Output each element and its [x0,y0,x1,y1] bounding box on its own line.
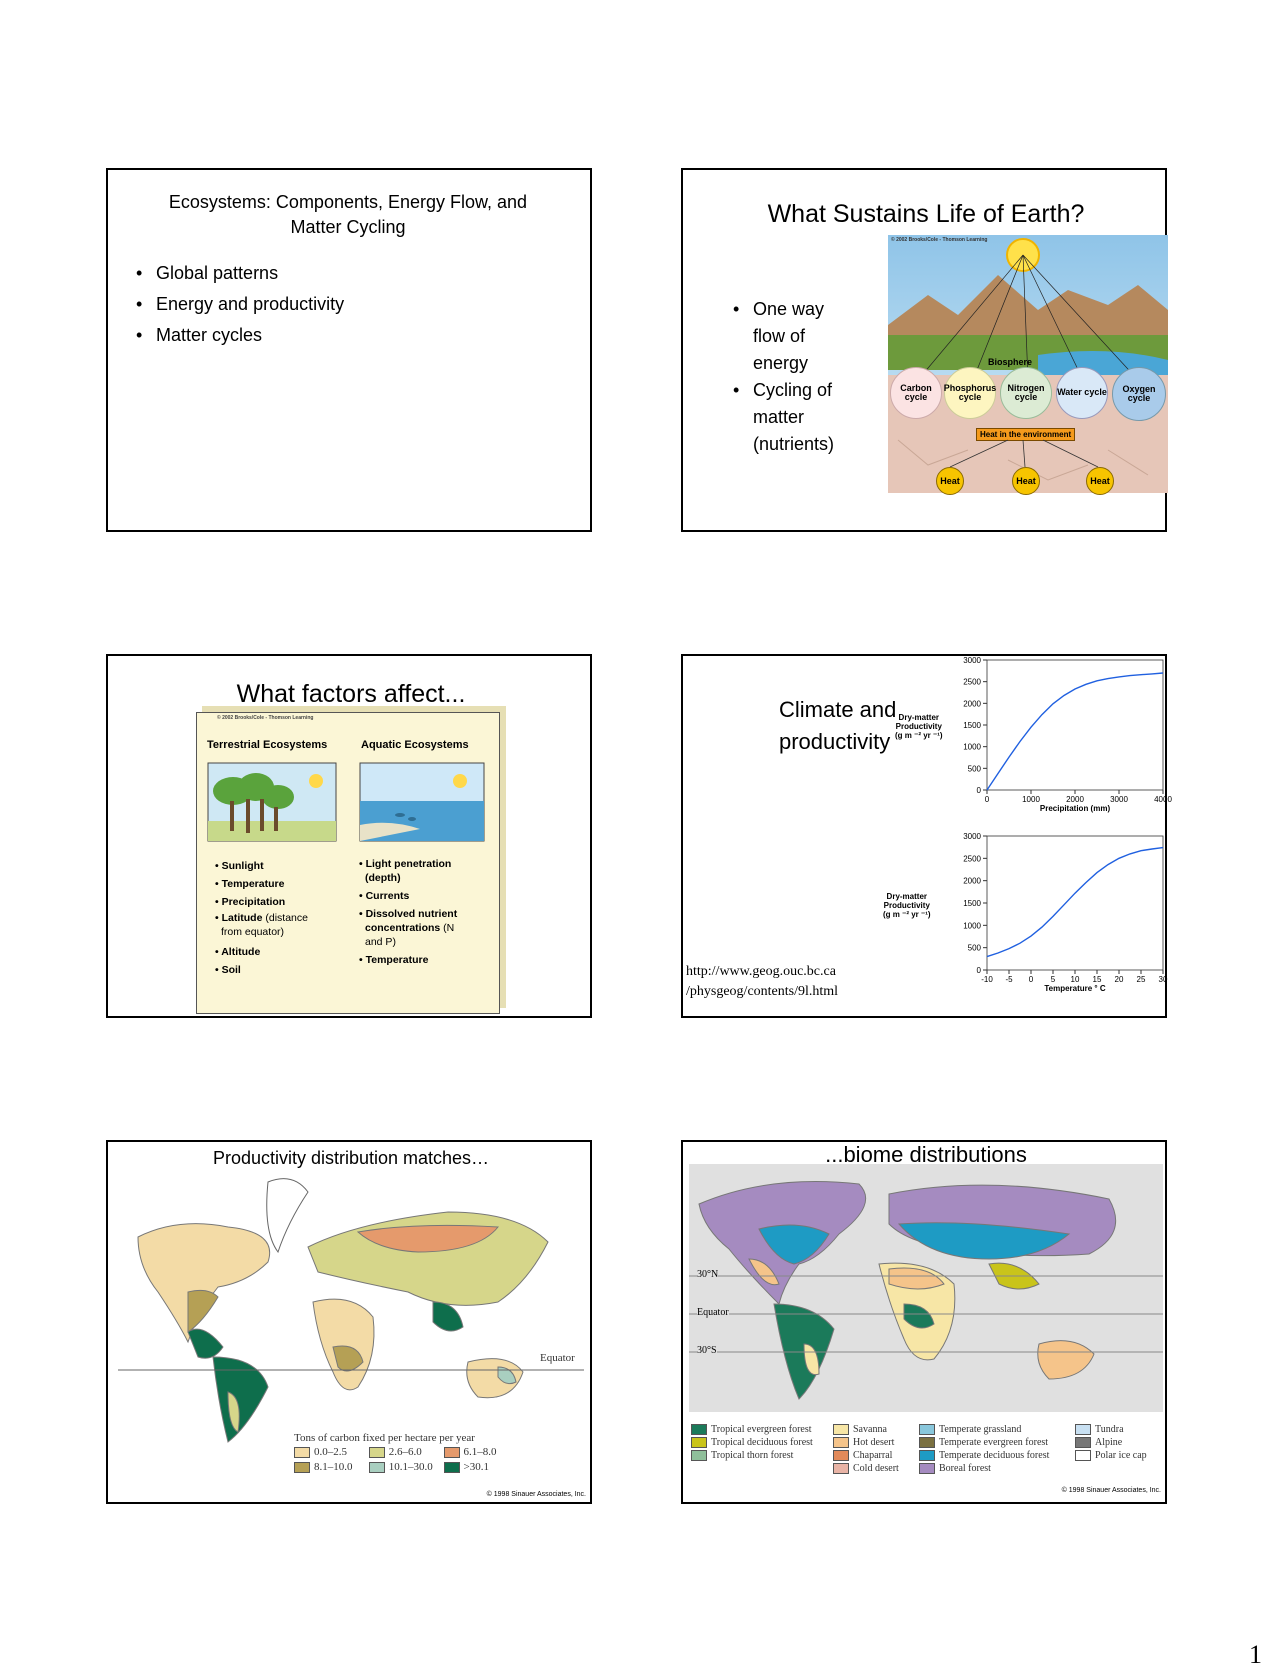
x-tick-label: 25 [1136,975,1146,984]
nitrogen-cycle: Nitrogen cycle [1000,367,1052,419]
plot-frame [987,660,1163,790]
copyright-note: © 2002 Brooks/Cole - Thomson Learning [217,715,314,721]
legend-swatch [833,1437,849,1448]
map-legend [294,1446,516,1476]
legend-swatch [444,1462,460,1473]
x-tick-label: 0 [1028,975,1034,984]
slide-what-sustains-life [681,168,1167,532]
biome-world-map [689,1164,1163,1412]
legend-swatch [294,1447,310,1458]
legend-label: >30.1 [463,1461,489,1473]
x-tick-label: 4000 [1154,795,1172,804]
factor-item: • Dissolved nutrient [359,908,458,920]
bullet-item: • Global patterns [136,258,344,289]
title-line: Climate and [779,697,897,722]
legend-swatch [691,1437,707,1448]
aquatic-illustration [360,763,484,841]
legend-label: 8.1–10.0 [314,1461,353,1473]
axis-label: Dry-matter [886,892,928,901]
ylabel-top [895,713,943,740]
legend-label: Temperate evergreen forest [939,1437,1049,1448]
factor-note: from equator) [221,926,285,938]
legend-label: 6.1–8.0 [463,1446,497,1458]
y-tick-label: 0 [976,786,981,795]
precipitation-chart [953,656,1172,826]
legend-item [294,1446,366,1458]
biome-legend-col4 [1075,1424,1147,1463]
slide-ecosystems-overview [106,168,592,532]
x-tick-label: 0 [984,795,990,804]
factor-name: concentrations [365,922,441,934]
legend-swatch [444,1447,460,1458]
water-cycle: Water cycle [1056,367,1108,419]
axis-label: (g m ⁻² yr ⁻¹) [895,731,943,740]
bullet-item: • Energy and productivity [136,289,344,320]
legend-swatch [1075,1424,1091,1435]
legend-swatch [294,1462,310,1473]
slide-biome-map [681,1140,1167,1504]
series-line [987,848,1163,957]
axis-label: Dry-matter [898,713,940,722]
legend-label: Tundra [1095,1424,1124,1435]
axis-label: (g m ⁻² yr ⁻¹) [883,910,931,919]
bullet-item: • Cycling of matter (nutrients) [733,377,851,458]
slide-title: What factors affect... [236,680,466,708]
legend-label: Temperate deciduous forest [939,1450,1050,1461]
legend-swatch [833,1424,849,1435]
legend-item [919,1437,1049,1450]
y-tick-label: 500 [967,764,981,774]
legend-item [833,1437,899,1450]
legend-label: Temperate grassland [939,1424,1022,1435]
credit: © 1998 Sinauer Associates, Inc. [486,1491,586,1498]
legend-item [919,1463,1049,1476]
heat-in-environment: Heat in the environment [976,428,1075,441]
legend-swatch [919,1437,935,1448]
lat-30s-label: 30°S [697,1345,717,1356]
factor-item [215,911,308,939]
y-tick-label: 1000 [963,742,981,752]
heat-badge: Heat [936,467,964,495]
legend-item [1075,1437,1147,1450]
x-tick-label: -10 [981,975,993,984]
factor-item: • Temperature [215,878,285,890]
heat-arrows [888,235,1168,495]
legend-label: 10.1–30.0 [388,1461,433,1473]
bullet-item: • One way flow of energy [733,296,851,377]
y-tick-label: 3000 [963,656,981,665]
factors-panel [196,712,500,1014]
legend-label: 0.0–2.5 [314,1446,347,1458]
factor-item: • Temperature [359,954,429,966]
legend-item [833,1424,899,1437]
phosphorus-cycle: Phosphorus cycle [944,367,996,419]
carbon-cycle: Carbon cycle [890,367,942,419]
slide-title: Productivity distribution matches… [212,1148,490,1168]
ecosystem-diagram [888,235,1168,495]
slide-title: What Sustains Life of Earth? [767,200,1085,228]
y-tick-label: 2500 [963,854,981,864]
biome-legend-col2 [833,1424,899,1476]
legend-swatch [691,1424,707,1435]
legend-item [919,1450,1049,1463]
legend-item [444,1446,516,1458]
lat-equator-label: Equator [697,1307,729,1318]
bullet-list [136,258,344,351]
legend-label: Boreal forest [939,1463,991,1474]
legend-swatch [833,1450,849,1461]
y-tick-label: 500 [967,943,981,953]
legend-label: Polar ice cap [1095,1450,1147,1461]
y-tick-label: 1500 [963,899,981,908]
legend-label: Cold desert [853,1463,899,1474]
terrestrial-factors [215,857,308,979]
slide-what-factors-affect [106,654,592,1018]
legend-label: Chaparral [853,1450,893,1461]
legend-item [294,1461,366,1473]
equator-label: Equator [540,1352,575,1364]
factor-item: • Soil [215,964,241,976]
legend-item [691,1437,813,1450]
bullet-item: • Matter cycles [136,320,344,351]
legend-label: Tropical evergreen forest [711,1424,812,1435]
factor-item: • Sunlight [215,860,264,872]
axis-label: Productivity [883,901,930,910]
legend-item [444,1461,516,1473]
x-tick-label: 3000 [1110,795,1128,804]
y-tick-label: 2000 [963,699,981,709]
factor-item: • Light penetration [359,858,452,870]
legend-item [369,1461,441,1473]
axis-label: Productivity [895,722,942,731]
factor-item: (depth) [365,872,401,884]
ylabel-bottom [883,892,931,919]
x-tick-label: 20 [1114,975,1124,984]
url-line: http://www.geog.ouc.bc.ca [686,964,836,979]
heat-badge: Heat [1012,467,1040,495]
biome-legend-col1 [691,1424,813,1463]
x-tick-label: 30 [1158,975,1168,984]
legend-swatch [833,1463,849,1474]
aquatic-header: Aquatic Ecosystems [361,739,469,751]
y-tick-label: 2500 [963,677,981,687]
slide-title: ...biome distributions [825,1142,1027,1167]
factor-note: (N [440,922,455,934]
slide-productivity-map [106,1140,592,1504]
lat-30n-label: 30°N [697,1269,719,1280]
legend-item [691,1424,813,1437]
legend-item [1075,1450,1147,1463]
terrestrial-illustration [208,763,336,841]
legend-item [691,1450,813,1463]
legend-swatch [1075,1450,1091,1461]
x-tick-label: -5 [1005,975,1013,984]
legend-item [369,1446,441,1458]
factor-item: • Altitude [215,946,261,958]
copyright-note: © 2002 Brooks/Cole - Thomson Learning [891,237,988,243]
legend-label: Tropical thorn forest [711,1450,794,1461]
legend-title: Tons of carbon fixed per hectare per year [294,1432,475,1444]
biosphere-label: Biosphere [988,357,1033,367]
factor-item [359,921,457,935]
productivity-world-map [118,1172,584,1432]
factor-note: (distance [262,912,308,924]
x-tick-label: 15 [1092,975,1102,984]
legend-label: Savanna [853,1424,887,1435]
legend-label: 2.6–6.0 [388,1446,422,1458]
legend-swatch [919,1424,935,1435]
x-tick-label: 1000 [1022,795,1040,804]
factor-item: • Currents [359,890,410,902]
legend-swatch [369,1447,385,1458]
legend-swatch [369,1462,385,1473]
legend-swatch [1075,1437,1091,1448]
x-tick-label: 10 [1070,975,1080,984]
temperature-chart [953,832,1167,1002]
y-tick-label: 1000 [963,921,981,931]
y-tick-label: 3000 [963,832,981,841]
url-line: /physgeog/contents/9l.html [686,984,839,999]
factor-note: and P) [365,936,396,948]
factor-name: • Latitude [215,912,263,924]
bullet-list [733,296,851,458]
biome-legend-col3 [919,1424,1049,1476]
slide-title: Ecosystems: Components, Energy Flow, and Matter Cycling [168,192,528,237]
legend-swatch [919,1463,935,1474]
legend-label: Tropical deciduous forest [711,1437,813,1448]
x-axis-label: Temperature ° C [1044,984,1106,993]
title-line: productivity [779,729,891,754]
source-url [686,962,838,1002]
legend-item [919,1424,1049,1437]
legend-item [833,1463,899,1476]
aquatic-factors [359,857,457,967]
y-tick-label: 1500 [963,721,981,730]
page-number: 1 [1249,1640,1262,1669]
slide-title [779,694,896,758]
x-tick-label: 5 [1050,975,1056,984]
oxygen-cycle: Oxygen cycle [1112,367,1166,421]
x-axis-label: Precipitation (mm) [1039,804,1111,813]
legend-item [833,1450,899,1463]
heat-badge: Heat [1086,467,1114,495]
y-tick-label: 0 [976,966,981,975]
credit: © 1998 Sinauer Associates, Inc. [1061,1487,1161,1494]
terrestrial-header: Terrestrial Ecosystems [207,739,328,751]
x-tick-label: 2000 [1066,795,1084,804]
legend-label: Hot desert [853,1437,895,1448]
factor-item: • Precipitation [215,896,286,908]
series-line [987,673,1163,790]
legend-swatch [691,1450,707,1461]
slide-climate-productivity [681,654,1172,1018]
legend-swatch [919,1450,935,1461]
y-tick-label: 2000 [963,876,981,886]
legend-item [1075,1424,1147,1437]
plot-frame [987,836,1163,970]
legend-label: Alpine [1095,1437,1123,1448]
